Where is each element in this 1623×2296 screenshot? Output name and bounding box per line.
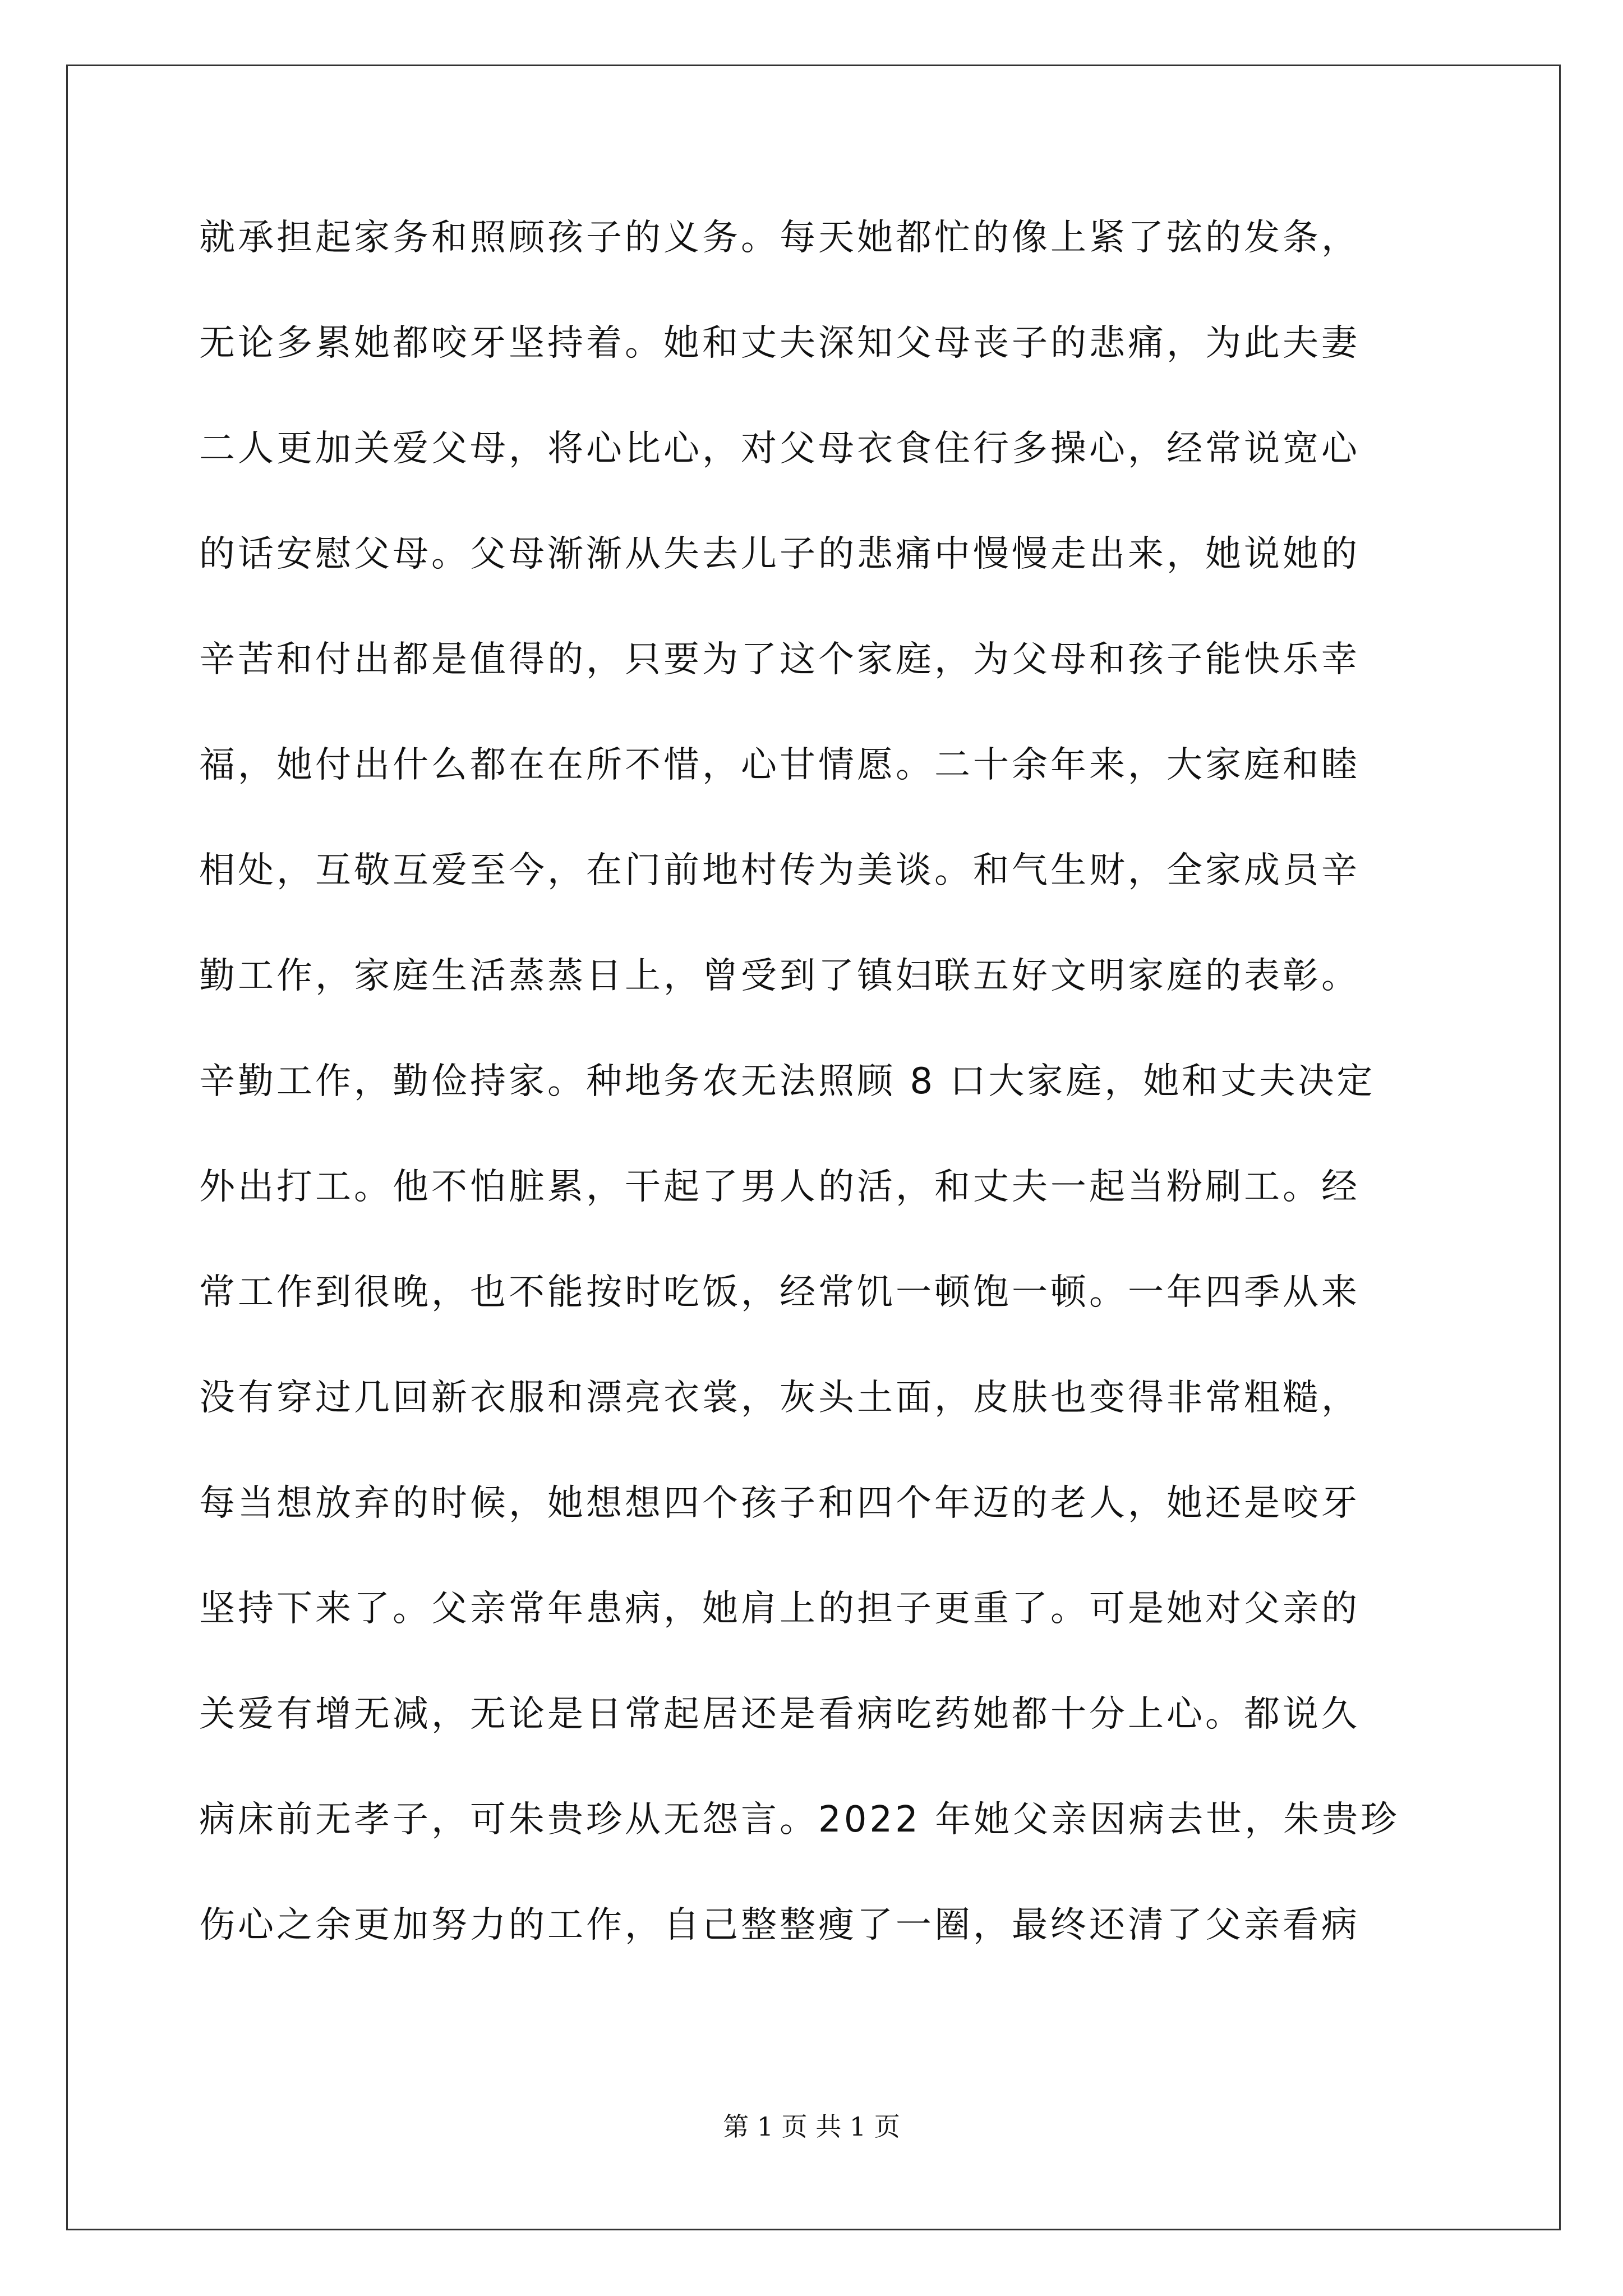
text-line-14: 坚持下来了。父亲常年患病，她肩上的担子更重了。可是她对父亲的 — [199, 1588, 1360, 1630]
page-footer: 第 1 页 共 1 页 — [723, 2111, 900, 2142]
text-line-5: 辛苦和付出都是值得的，只要为了这个家庭，为父母和孩子能快乐幸 — [199, 639, 1360, 680]
text-line-17: 伤心之余更加努力的工作，自己整整瘦了一圈，最终还清了父亲看病 — [199, 1904, 1360, 1946]
text-line-15: 关爱有增无减，无论是日常起居还是看病吃药她都十分上心。都说久 — [199, 1694, 1360, 1735]
text-line-9: 辛勤工作，勤俭持家。种地务农无法照顾 8 口大家庭，她和丈夫决定 — [199, 1061, 1376, 1102]
text-line-11: 常工作到很晚，也不能按时吃饭，经常饥一顿饱一顿。一年四季从来 — [199, 1272, 1360, 1313]
text-line-3: 二人更加关爱父母，将心比心，对父母衣食住行多操心，经常说宽心 — [199, 428, 1360, 470]
text-line-2: 无论多累她都咬牙坚持着。她和丈夫深知父母丧子的悲痛，为此夫妻 — [199, 323, 1360, 364]
text-line-7: 相处，互敬互爱至今，在门前地村传为美谈。和气生财，全家成员辛 — [199, 850, 1360, 891]
text-line-16: 病床前无孝子，可朱贵珍从无怨言。2022 年她父亲因病去世，朱贵珍 — [199, 1799, 1400, 1841]
text-line-8: 勤工作，家庭生活蒸蒸日上，曾受到了镇妇联五好文明家庭的表彰。 — [199, 955, 1360, 997]
text-line-13: 每当想放弃的时候，她想想四个孩子和四个年迈的老人，她还是咬牙 — [199, 1483, 1360, 1524]
text-line-12: 没有穿过几回新衣服和漂亮衣裳，灰头土面，皮肤也变得非常粗糙， — [199, 1377, 1360, 1419]
text-line-1: 就承担起家务和照顾孩子的义务。每天她都忙的像上紧了弦的发条， — [199, 217, 1360, 259]
text-line-6: 福，她付出什么都在在所不惜，心甘情愿。二十余年来，大家庭和睦 — [199, 744, 1360, 786]
text-line-4: 的话安慰父母。父母渐渐从失去儿子的悲痛中慢慢走出来，她说她的 — [199, 533, 1360, 575]
body-text — [199, 185, 1433, 1978]
text-line-10: 外出打工。他不怕脏累，干起了男人的活，和丈夫一起当粉刷工。经 — [199, 1166, 1360, 1208]
